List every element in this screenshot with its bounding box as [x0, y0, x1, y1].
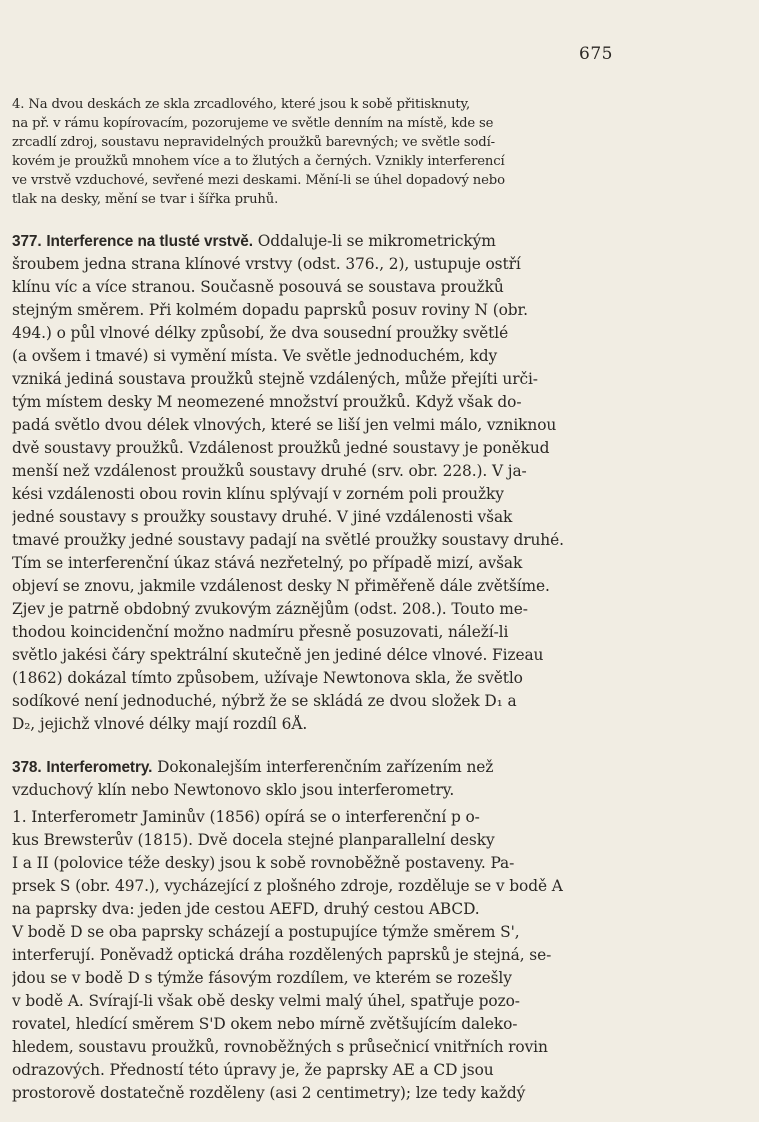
text-line: vzduchový klín nebo Newtonovo sklo jsou interferometry. — [12, 781, 455, 799]
section-heading: Interferometry. — [46, 759, 153, 776]
text-line: 494.) o půl vlnové délky způsobí, že dva sousední proužky světlé — [12, 324, 509, 342]
text-line: kési vzdálenosti obou rovin klínu splývají v zorném poli proužky — [12, 485, 504, 503]
text-line: 1. Interferometr Jaminův (1856) opírá se o interferenční p o- — [12, 808, 480, 826]
text-line: kovém je proužků mnohem více a to žlutých a černých. Vznikly interferencí — [12, 154, 505, 169]
text-line: I a II (polovice téže desky) jsou k sobě rovnoběžně postaveny. Pa- — [12, 854, 515, 872]
section-377-first-line — [12, 232, 612, 251]
text-line: jdou se v bodě D s týmže fásovým rozdílem, ve kterém se rozešly — [12, 969, 512, 987]
text-line: objeví se znovu, jakmile vzdálenost desky N přiměřeně dále zvětšíme. — [12, 577, 550, 595]
section-heading: Interference na tlusté vrstvě. — [46, 233, 253, 250]
text-line: menší než vzdálenost proužků soustavy druhé (srv. obr. 228.). V ja- — [12, 462, 527, 480]
section-378-first-line — [12, 758, 612, 777]
text-line: vzniká jediná soustava proužků stejně vzdálených, může přejíti urči- — [12, 370, 538, 388]
text-line: (1862) dokázal tímto způsobem, užívaje Newtonova skla, že světlo — [12, 669, 523, 687]
text-line: Zjev je patrně obdobný zvukovým záznějům (odst. 208.). Touto me- — [12, 600, 528, 618]
text-line: tým místem desky M neomezené množství proužků. Když však do- — [12, 393, 522, 411]
text-line: rovatel, hledící směrem S'D okem nebo mírně zvětšujícím daleko- — [12, 1015, 518, 1033]
text-line: světlo jakési čáry spektrální skutečně jen jediné délce vlnové. Fizeau — [12, 646, 544, 664]
text-line: interferují. Poněvadž optická dráha rozdělených paprsků je stejná, se- — [12, 946, 552, 964]
text-line: Dokonalejším interferenčním zařízením než — [152, 758, 494, 776]
text-line: padá světlo dvou délek vlnových, které se liší jen velmi málo, vzniknou — [12, 416, 557, 434]
text-line: V bodě D se oba paprsky scházejí a postupujíce týmže směrem S', — [12, 923, 520, 941]
page-number: 675 — [579, 44, 613, 64]
text-line: dvě soustavy proužků. Vzdálenost proužků jedné soustavy je poněkud — [12, 439, 550, 457]
text-line: šroubem jedna strana klínové vrstvy (odst. 376., 2), ustupuje ostří — [12, 255, 521, 273]
text-line: stejným směrem. Při kolmém dopadu paprsků posuv roviny N (obr. — [12, 301, 528, 319]
text-line: odrazových. Předností této úpravy je, že paprsky AE a CD jsou — [12, 1061, 494, 1079]
text-line: prostorově dostatečně rozděleny (asi 2 centimetry); lze tedy každý — [12, 1084, 526, 1102]
text-line: jedné soustavy s proužky soustavy druhé. V jiné vzdálenosti však — [12, 508, 513, 526]
text-line: zrcadlí zdroj, soustavu nepravidelných proužků barevných; ve světle sodí- — [12, 135, 495, 150]
text-line: v bodě A. Svírají-li však obě desky velmi malý úhel, spatřuje pozo- — [12, 992, 520, 1010]
text-line: hledem, soustavu proužků, rovnoběžných s průsečnicí vnitřních rovin — [12, 1038, 548, 1056]
text-line: thodou koincidenční možno nadmíru přesně posuzovati, náleží-li — [12, 623, 509, 641]
text-line: ve vrstvě vzduchové, sevřené mezi deskami. Mění-li se úhel dopadový nebo — [12, 173, 505, 188]
text-line: kus Brewsterův (1815). Dvě docela stejné planparallelní desky — [12, 831, 495, 849]
text-line: (a ovšem i tmavé) si vymění místa. Ve světle jednoduchém, kdy — [12, 347, 498, 365]
text-line: Tím se interferenční úkaz stává nezřetelný, po případě mizí, avšak — [12, 554, 523, 572]
text-line: D₂, jejichž vlnové délky mají rozdíl 6Å. — [12, 715, 308, 733]
text-line: prsek S (obr. 497.), vycházející z plošného zdroje, rozděluje se v bodě A — [12, 877, 563, 895]
text-line: Oddaluje-li se mikrometrickým — [252, 232, 496, 250]
text-line: na paprsky dva: jeden jde cestou AEFD, druhý cestou ABCD. — [12, 900, 480, 918]
text-line: klínu víc a více stranou. Současně posouvá se soustava proužků — [12, 278, 504, 296]
text-line: sodíkové není jednoduché, nýbrž že se skládá ze dvou složek D₁ a — [12, 692, 517, 710]
text-line: 4. Na dvou deskách ze skla zrcadlového, které jsou k sobě přitisknuty, — [12, 97, 471, 112]
text-line: na př. v rámu kopírovacím, pozorujeme ve světle denním na místě, kde se — [12, 116, 494, 131]
section-number: 378. — [12, 759, 42, 776]
text-line: tmavé proužky jedné soustavy padají na světlé proužky soustavy druhé. — [12, 531, 564, 549]
section-number: 377. — [12, 233, 42, 250]
text-line: tlak na desky, mění se tvar i šířka pruhů. — [12, 192, 279, 207]
